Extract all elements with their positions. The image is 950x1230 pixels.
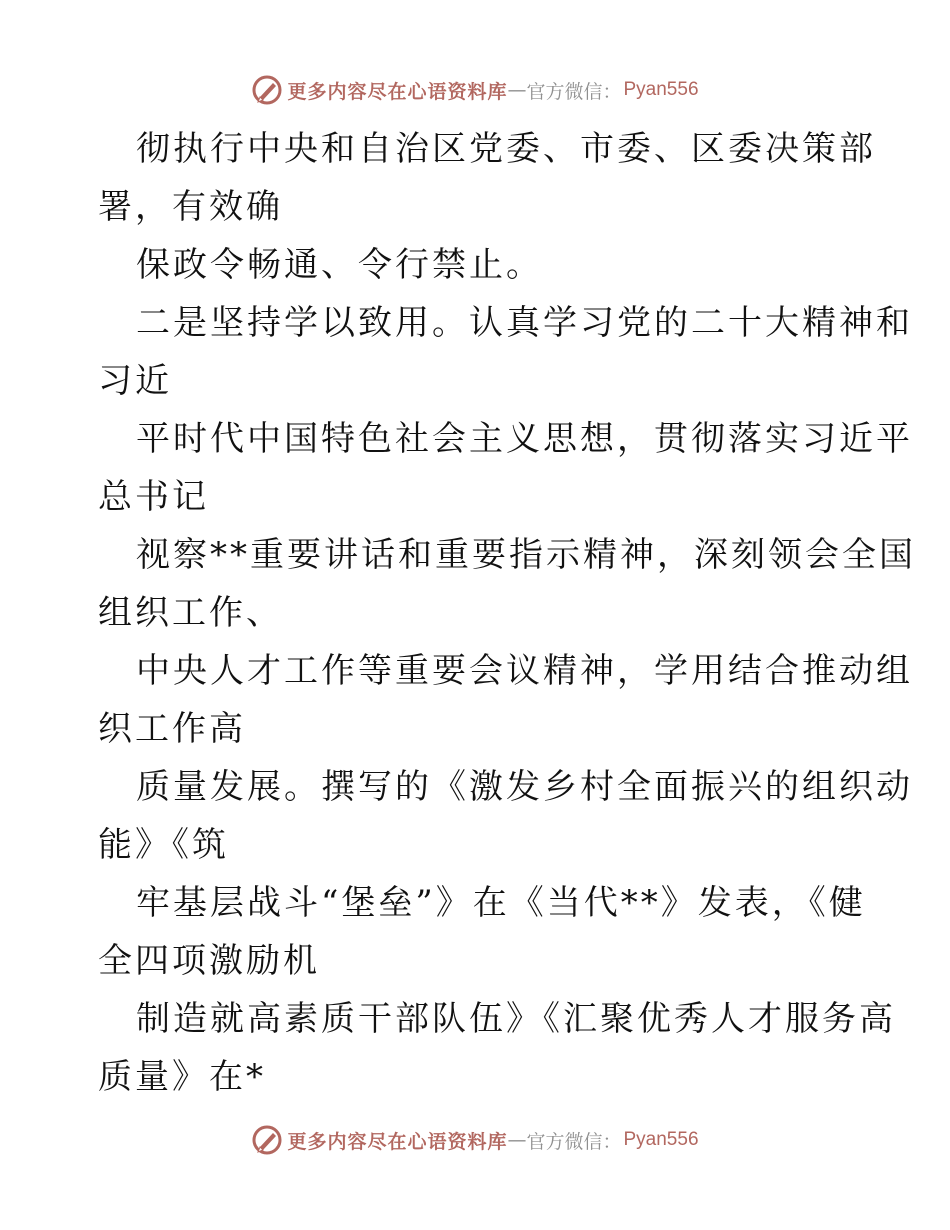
header-banner <box>0 70 950 110</box>
body-line: 牢基层战斗“堡垒”》在《当代**》发表，《健 <box>136 883 866 923</box>
body-line: 署，有效确 <box>98 187 283 227</box>
body-line: 能》《筑 <box>98 825 229 865</box>
footer-wechat-id: Pyan556 <box>623 1129 699 1150</box>
pen-logo-icon <box>251 74 283 106</box>
header-wechat-label: 官方微信： <box>526 80 622 103</box>
body-line: 质量发展。撰写的《激发乡村全面振兴的组织动 <box>136 767 913 807</box>
header-separator: — <box>507 79 527 101</box>
pen-logo-icon <box>251 1124 283 1156</box>
body-line: 组织工作、 <box>98 593 283 633</box>
body-line: 总书记 <box>98 477 209 517</box>
body-line: 保政令畅通、令行禁止。 <box>136 245 543 285</box>
body-line: 全四项激励机 <box>98 941 320 981</box>
footer-separator: — <box>507 1129 527 1151</box>
body-line: 中央人才工作等重要会议精神，学用结合推动组 <box>136 651 913 691</box>
body-line: 彻执行中央和自治区党委、市委、区委决策部 <box>136 129 876 169</box>
document-body <box>98 120 916 1106</box>
body-line: 织工作高 <box>98 709 246 749</box>
footer-brand-text: 更多内容尽在心语资料库 <box>287 1130 508 1153</box>
body-line: 质量》在* <box>98 1057 266 1097</box>
body-line: 平时代中国特色社会主义思想，贯彻落实习近平 <box>136 419 913 459</box>
header-wechat-id: Pyan556 <box>623 79 699 100</box>
footer-banner <box>0 1120 950 1160</box>
body-line: 视察**重要讲话和重要指示精神，深刻领会全国 <box>136 535 916 575</box>
body-line: 习近 <box>98 361 172 401</box>
body-line: 二是坚持学以致用。认真学习党的二十大精神和 <box>136 303 913 343</box>
header-brand-text: 更多内容尽在心语资料库 <box>287 80 508 103</box>
body-line: 制造就高素质干部队伍》《汇聚优秀人才服务高 <box>136 999 896 1039</box>
footer-wechat-label: 官方微信： <box>526 1130 622 1153</box>
